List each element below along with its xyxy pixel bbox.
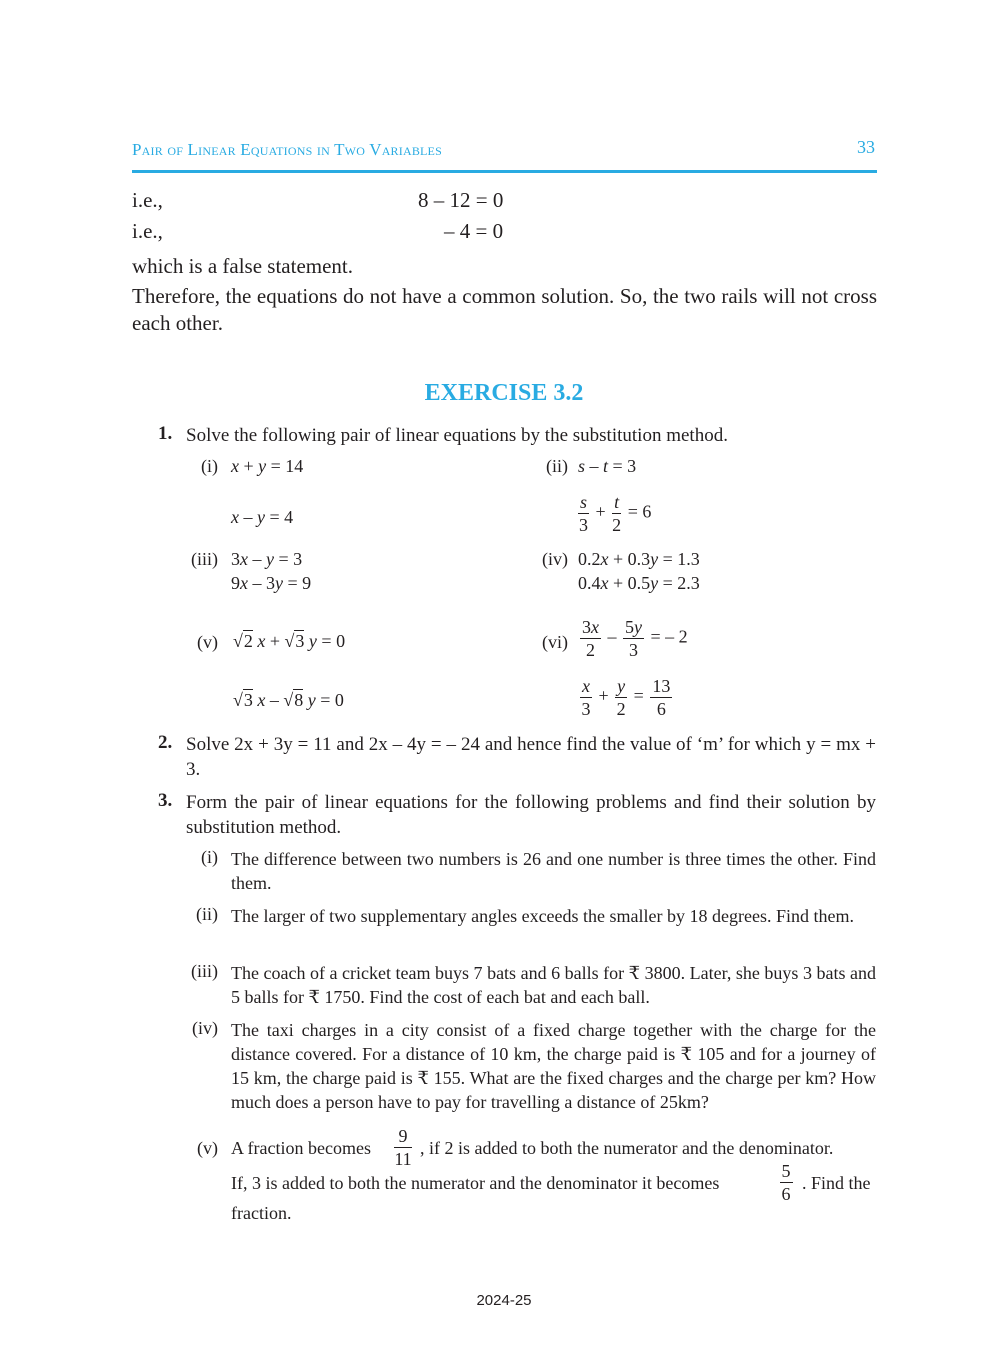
question-number-1: 1. [158, 423, 173, 444]
q1-label-iv: (iv) [542, 549, 568, 569]
q1-label-ii: (ii) [546, 456, 568, 476]
q1-iii-eq2: 9x – 3y = 9 [231, 573, 312, 593]
q3-label-iii: (iii) [191, 961, 218, 981]
conclusion-paragraph: Therefore, the equations do not have a common solution. So, the two rails will not cross each other. [132, 284, 877, 335]
q3-part-v-text-a: A fraction becomes [231, 1138, 371, 1158]
q3-label-ii: (ii) [196, 904, 218, 924]
q3-label-i: (i) [201, 847, 218, 867]
q3-part-iv-text: The taxi charges in a city consist of a fixed charge together with the charge for the distance covered. For a distance of 10 km, the charge paid is ₹ 105 and for a journey of 15 km, the charge paid is ₹ 155. What are the fixed charges and the charge per km? How much does a person have to pay for travelling a distance of 25km? [231, 1020, 876, 1112]
chapter-title: Pair of Linear Equations in Two Variables [132, 140, 442, 159]
exercise-title: EXERCISE 3.2 [424, 380, 584, 406]
equation-line-2: – 4 = 0 [444, 219, 504, 243]
question-text-1: Solve the following pair of linear equations by the substitution method. [186, 425, 728, 446]
question-number-2: 2. [158, 732, 173, 753]
q3-label-v: (v) [197, 1138, 218, 1158]
page-number: 33 [857, 137, 875, 157]
question-text-2: Solve 2x + 3y = 11 and 2x – 4y = – 24 and hence find the value of ‘m’ for which y = mx + 3. [186, 734, 876, 780]
q3-part-v-text-d: . Find the [802, 1173, 871, 1193]
equation-line-1: 8 – 12 = 0 [418, 188, 504, 212]
false-statement: which is a false statement. [132, 254, 354, 278]
q3-part-v-fraction-b: $\frac{5}{6}$ [781, 1161, 791, 1204]
q1-iv-eq1: 0.2x + 0.3y = 1.3 [578, 549, 700, 569]
q3-part-v-text-e: fraction. [231, 1203, 292, 1223]
q3-label-iv: (iv) [192, 1018, 218, 1038]
q3-part-ii-text: The larger of two supplementary angles exceeds the smaller by 18 degrees. Find them. [231, 906, 854, 926]
q3-part-i-text: The difference between two numbers is 26 and one number is three times the other. Find them. [231, 849, 876, 893]
q1-v-eq2: √3 x – √8 y = 0 [233, 690, 344, 710]
q3-part-v-fraction-a: $\frac{9}{11}$ [394, 1126, 412, 1169]
q1-i-eq2: x – y = 4 [231, 507, 294, 527]
q1-iv-eq2: 0.4x + 0.5y = 2.3 [578, 573, 700, 593]
q1-label-v: (v) [197, 632, 218, 652]
ie-label-1: i.e., [132, 188, 163, 212]
q1-vi-eq1: $\frac{3x}{2}$ – $\frac{5y}{3}$ = – 2 [582, 617, 688, 660]
q3-part-iii-text: The coach of a cricket team buys 7 bats and 6 balls for ₹ 3800. Later, she buys 3 bats and 5 balls for ₹ 1750. Find the cost of each bat and each ball. [231, 963, 876, 1007]
q1-label-iii: (iii) [191, 549, 218, 569]
q3-part-v-text-b: , if 2 is added to both the numerator and the denominator. [420, 1138, 834, 1158]
question-number-3: 3. [158, 790, 173, 811]
q1-i-eq1: x + y = 14 [231, 456, 304, 476]
q3-part-v-text-c: If, 3 is added to both the numerator and the denominator it becomes [231, 1173, 720, 1193]
q1-v-eq1: √2 x + √3 y = 0 [233, 631, 346, 651]
q1-label-i: (i) [201, 456, 218, 476]
q1-label-vi: (vi) [542, 632, 568, 652]
q1-iii-eq1: 3x – y = 3 [231, 549, 303, 569]
question-text-3: Form the pair of linear equations for the following problems and find their solution by substitution method. [186, 792, 876, 838]
q1-ii-eq1: s – t = 3 [578, 456, 637, 476]
q1-vi-eq2: $\frac{x}{3}$ + $\frac{y}{2}$ = $\frac{13}{6}$ [581, 676, 671, 719]
page-header [132, 137, 877, 173]
ie-label-2: i.e., [132, 219, 163, 243]
q1-ii-eq2: $\frac{s}{3}$ + $\frac{t}{2}$ = 6 [579, 492, 652, 535]
footer-year: 2024-25 [476, 1292, 532, 1309]
